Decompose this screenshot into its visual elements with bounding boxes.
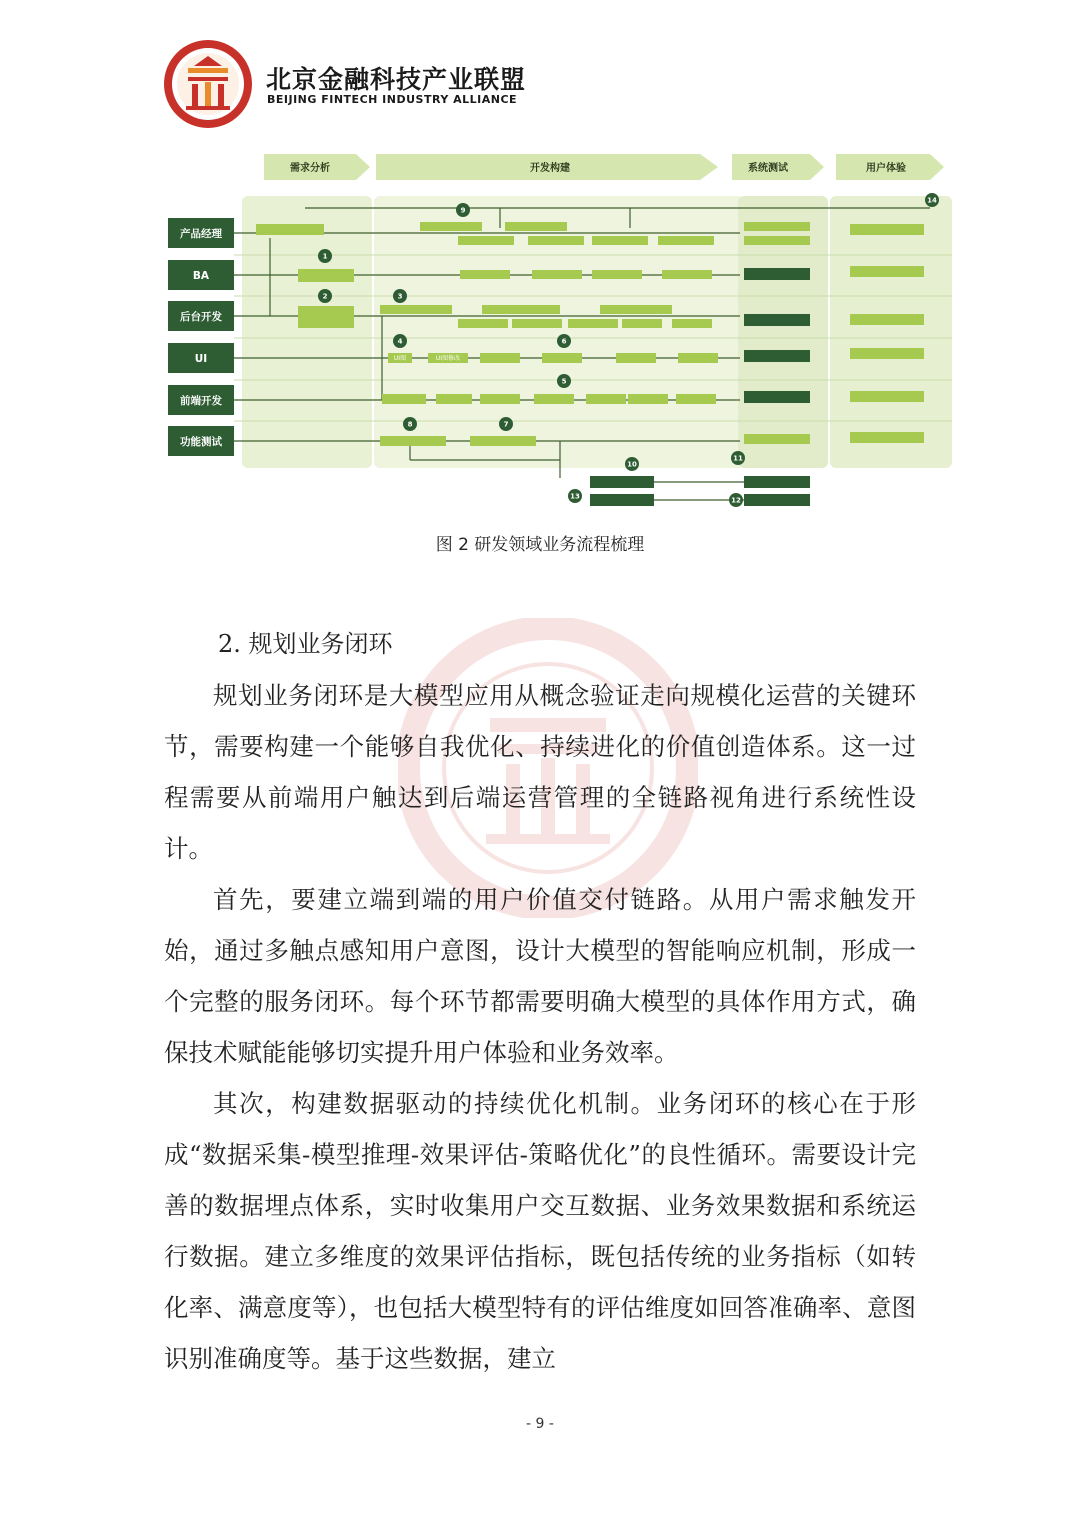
role-label-ui: UI <box>194 353 208 365</box>
phase-label-analysis: 需求分析 <box>290 163 330 174</box>
svg-text:11: 11 <box>733 454 743 463</box>
phase-panel-analysis <box>242 196 372 468</box>
header <box>162 38 582 130</box>
phase-arrow-build <box>376 154 718 180</box>
process-flow-diagram <box>160 148 960 518</box>
svg-text:14: 14 <box>927 196 937 205</box>
phase-arrow-ux <box>836 154 944 180</box>
svg-text:10: 10 <box>627 460 637 469</box>
phase-label-build: 开发构建 <box>530 163 570 174</box>
step-marker-4 <box>393 334 407 348</box>
ui-box-1 <box>388 353 412 363</box>
role-row-frontend <box>168 385 234 415</box>
org-name-en: BEIJING FINTECH INDUSTRY ALLIANCE <box>267 93 518 106</box>
svg-text:1: 1 <box>322 252 328 261</box>
role-label-frontend: 前端开发 <box>180 395 222 407</box>
svg-text:12: 12 <box>731 496 741 505</box>
ba-analysis-box <box>298 269 354 282</box>
role-row-ba <box>168 260 234 290</box>
role-row-ui <box>168 343 234 373</box>
svg-text:UI图修改: UI图修改 <box>435 355 461 362</box>
step-marker-7 <box>499 417 513 431</box>
step-marker-5 <box>557 374 571 388</box>
page-number: - 9 - <box>526 1416 554 1432</box>
svg-text:2: 2 <box>322 292 328 301</box>
svg-text:6: 6 <box>561 337 567 346</box>
svg-text:3: 3 <box>397 292 403 301</box>
phase-label-test: 系统测试 <box>748 163 788 174</box>
ba-doc-box <box>298 306 354 328</box>
step-marker-2 <box>318 289 332 303</box>
step-marker-8 <box>403 417 417 431</box>
svg-text:9: 9 <box>460 206 466 215</box>
figure-caption: 图 2 研发领域业务流程梳理 <box>435 535 645 555</box>
role-label-ba: BA <box>192 270 210 282</box>
svg-text:8: 8 <box>407 420 413 429</box>
step-marker-12 <box>729 493 743 507</box>
extra-test-boxes <box>590 476 810 506</box>
step-marker-3 <box>393 289 407 303</box>
role-label-backend: 后台开发 <box>180 311 222 323</box>
step-marker-10 <box>625 457 639 471</box>
paragraph-2: 首先，要建立端到端的用户价值交付链路。从用户需求触发开始，通过多触点感知用户意图，设计大模型的智能响应机制，形成一个完整的服务闭环。每个环节都需要明确大模型的具体作用方式，确保技术赋能能够切实提升用户体验和业务效率。 <box>164 885 916 1067</box>
paragraph-3: 其次，构建数据驱动的持续优化机制。业务闭环的核心在于形成“数据采集-模型推理-效果评估-策略优化”的良性循环。需要设计完善的数据埋点体系，实时收集用户交互数据、业务效果数据和系统运行数据。建立多维度的效果评估指标，既包括传统的业务指标（如转化率、满意度等），也包括大模型特有的评估维度如回答准确率、意图识别准确度等。基于这些数据，建立 <box>164 1089 916 1373</box>
section-heading: 2. 规划业务闭环 <box>218 630 393 658</box>
body-text <box>164 670 916 1384</box>
phase-arrow-analysis <box>264 154 370 180</box>
step-marker-14 <box>925 193 939 207</box>
phase-arrow-test <box>732 154 824 180</box>
step-marker-13 <box>568 489 582 503</box>
step-marker-11 <box>731 451 745 465</box>
ui-edit-box-1 <box>428 353 468 363</box>
role-label-pm: 产品经理 <box>180 228 222 240</box>
step-marker-1 <box>318 249 332 263</box>
phase-label-ux: 用户体验 <box>866 163 906 174</box>
role-row-pm <box>168 218 234 248</box>
alliance-logo-icon <box>162 38 254 130</box>
paragraph-1: 规划业务闭环是大模型应用从概念验证走向规模化运营的关键环节，需要构建一个能够自我优化、持续进化的价值创造体系。这一过程需要从前端用户触达到后端运营管理的全链路视角进行系统性设计。 <box>164 681 916 863</box>
svg-text:13: 13 <box>570 492 580 501</box>
svg-text:4: 4 <box>397 337 403 346</box>
org-name-cn: 北京金融科技产业联盟 <box>266 65 527 94</box>
svg-text:7: 7 <box>503 420 509 429</box>
role-label-qa: 功能测试 <box>180 436 222 448</box>
step-marker-9 <box>456 203 470 217</box>
step-marker-6 <box>557 334 571 348</box>
pm-requirement-box <box>256 224 324 235</box>
role-row-backend <box>168 301 234 331</box>
phase-panel-ux <box>830 196 952 468</box>
role-row-qa <box>168 426 234 456</box>
svg-text:5: 5 <box>561 377 567 386</box>
svg-text:UI图: UI图 <box>393 355 407 362</box>
